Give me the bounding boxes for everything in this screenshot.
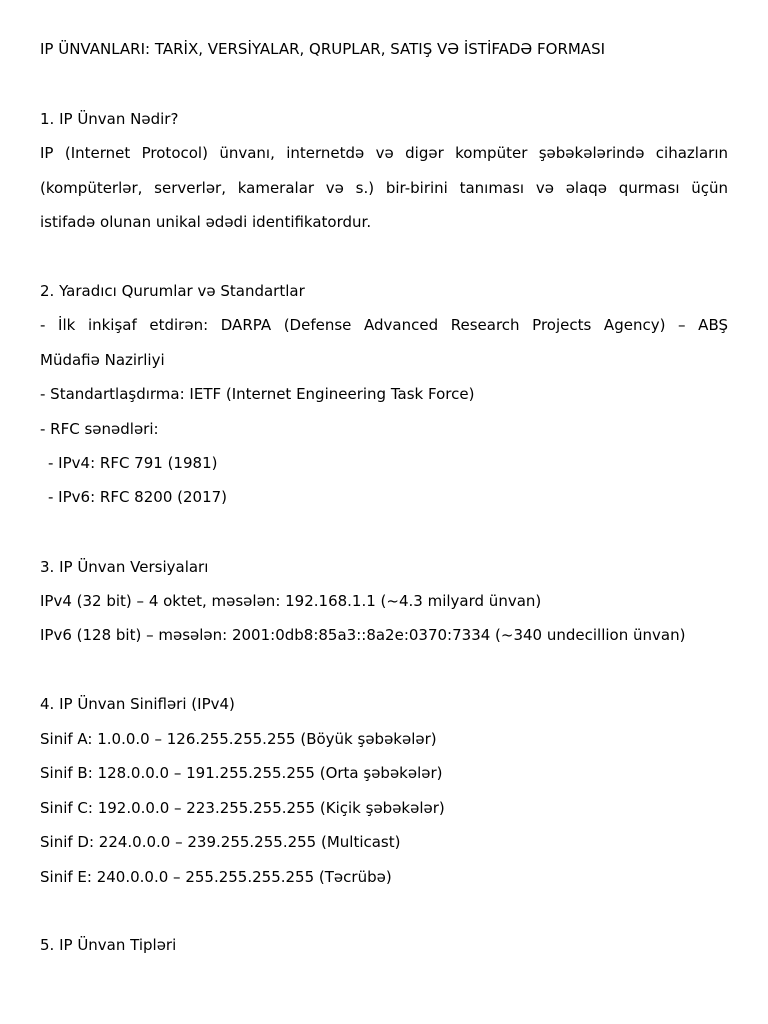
section-2-list-item: - Standartlaşdırma: IETF (Internet Engineering Task Force) [40, 385, 475, 403]
section-1-paragraph-line: IP (Internet Protocol) ünvanı, internetdə və digər kompüter şəbəkələrində cihazların [40, 144, 728, 162]
section-2-sublist-item: - IPv6: RFC 8200 (2017) [48, 488, 228, 506]
section-1-paragraph-line: istifadə olunan unikal ədədi identifikatordur. [40, 213, 372, 231]
section-2-sublist-item: - IPv4: RFC 791 (1981) [48, 454, 218, 472]
section-2-list-item: - RFC sənədləri: [40, 420, 159, 438]
section-3-line: IPv6 (128 bit) – məsələn: 2001:0db8:85a3::8a2e:0370:7334 (~340 undecillion ünvan) [40, 626, 686, 644]
section-3-heading: 3. IP Ünvan Versiyaları [40, 558, 209, 576]
section-4-line: Sinif A: 1.0.0.0 – 126.255.255.255 (Böyük şəbəkələr) [40, 730, 437, 748]
document-page [40, 0, 728, 1024]
section-2-heading: 2. Yaradıcı Qurumlar və Standartlar [40, 282, 305, 300]
section-4-line: Sinif D: 224.0.0.0 – 239.255.255.255 (Multicast) [40, 833, 401, 851]
section-4-heading: 4. IP Ünvan Sinifləri (IPv4) [40, 695, 235, 713]
section-2-list-item: - İlk inkişaf etdirən: DARPA (Defense Advanced Research Projects Agency) – ABŞ [40, 316, 728, 334]
section-4-line: Sinif B: 128.0.0.0 – 191.255.255.255 (Orta şəbəkələr) [40, 764, 443, 782]
document-title: IP ÜNVANLARI: TARİX, VERSİYALAR, QRUPLAR, SATIŞ VƏ İSTİFADƏ FORMASI [40, 40, 606, 58]
section-3-line: IPv4 (32 bit) – 4 oktet, məsələn: 192.168.1.1 (~4.3 milyard ünvan) [40, 592, 542, 610]
section-4-line: Sinif C: 192.0.0.0 – 223.255.255.255 (Kiçik şəbəkələr) [40, 799, 445, 817]
section-2-list-item-continuation: Müdafiə Nazirliyi [40, 351, 165, 369]
section-1-heading: 1. IP Ünvan Nədir? [40, 110, 179, 128]
section-5-heading: 5. IP Ünvan Tipləri [40, 936, 177, 954]
section-1-paragraph-line: (kompüterlər, serverlər, kameralar və s.) bir-birini tanıması və əlaqə qurması üçün [40, 179, 728, 197]
section-4-line: Sinif E: 240.0.0.0 – 255.255.255.255 (Təcrübə) [40, 868, 392, 886]
